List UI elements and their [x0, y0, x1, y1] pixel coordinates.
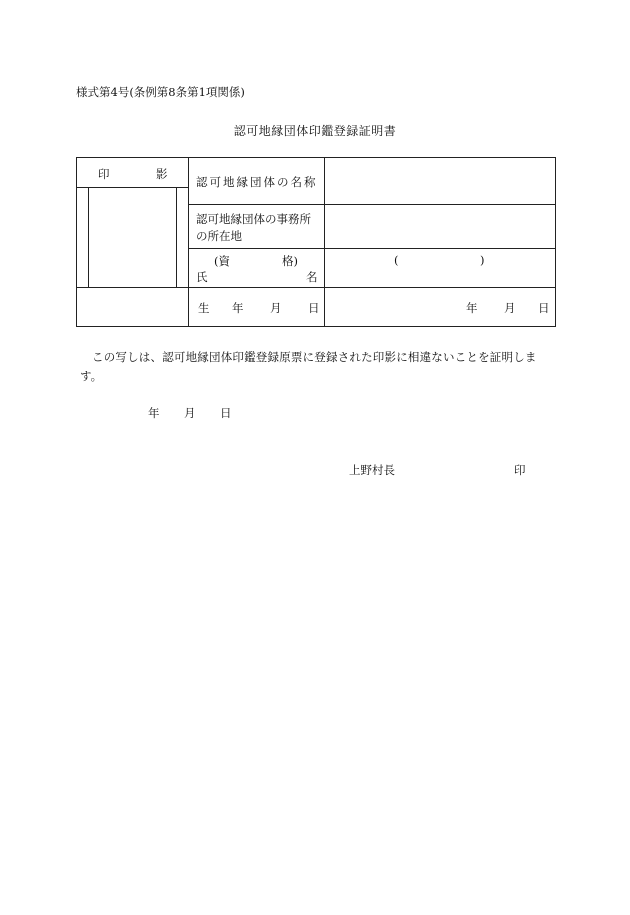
qualification-paren-open: ( [394, 253, 399, 267]
qualification-label-open: (資 [214, 254, 230, 268]
office-label-line1: 認可地縁団体の事務所 [196, 212, 311, 226]
seal-inner-left [88, 187, 89, 287]
seal-impression-label-second: 影 [156, 167, 168, 181]
row-line-2 [188, 248, 556, 249]
issue-date-year: 年 [148, 406, 160, 420]
seal-header-line [76, 187, 188, 188]
table-border-right [555, 157, 556, 327]
issue-date-month: 月 [184, 406, 196, 420]
office-label-line2: の所在地 [196, 229, 242, 243]
birth-label-year: 年 [232, 301, 244, 315]
birth-value-month: 月 [504, 301, 516, 315]
form-number: 様式第4号(条例第8条第1項関係) [76, 85, 245, 99]
table-border-top [76, 157, 556, 158]
document-title: 認可地縁団体印鑑登録証明書 [233, 124, 397, 138]
birth-label-month: 月 [270, 301, 282, 315]
issue-date-day: 日 [220, 406, 232, 420]
name-label-second: 名 [306, 270, 318, 284]
qualification-label-close: 格) [282, 254, 298, 268]
seal-inner-right [176, 187, 177, 287]
certification-statement-line2: す。 [80, 369, 103, 383]
birth-value-year: 年 [466, 301, 478, 315]
qualification-paren-close: ) [480, 253, 485, 267]
name-label-first: 氏 [196, 270, 208, 284]
birth-label-day: 日 [308, 301, 320, 315]
certification-statement-line1: この写しは、認可地縁団体印鑑登録原票に登録された印影に相違ないことを証明しま [92, 350, 537, 364]
column-divider-right [324, 157, 325, 327]
certificate-table [76, 157, 556, 327]
seal-bottom-line [76, 287, 188, 288]
seal-mark: 印 [514, 463, 526, 477]
birth-value-day: 日 [538, 301, 550, 315]
row-line-3 [188, 287, 556, 288]
row-line-1 [188, 204, 556, 205]
seal-impression-label-first: 印 [98, 167, 110, 181]
org-name-label: 認可地縁団体の名称 [196, 175, 318, 189]
birth-label-sei: 生 [198, 301, 210, 315]
column-divider-left [188, 157, 189, 327]
issuer-name: 上野村長 [349, 463, 395, 477]
table-border-left [76, 157, 77, 327]
table-border-bottom [76, 326, 556, 327]
